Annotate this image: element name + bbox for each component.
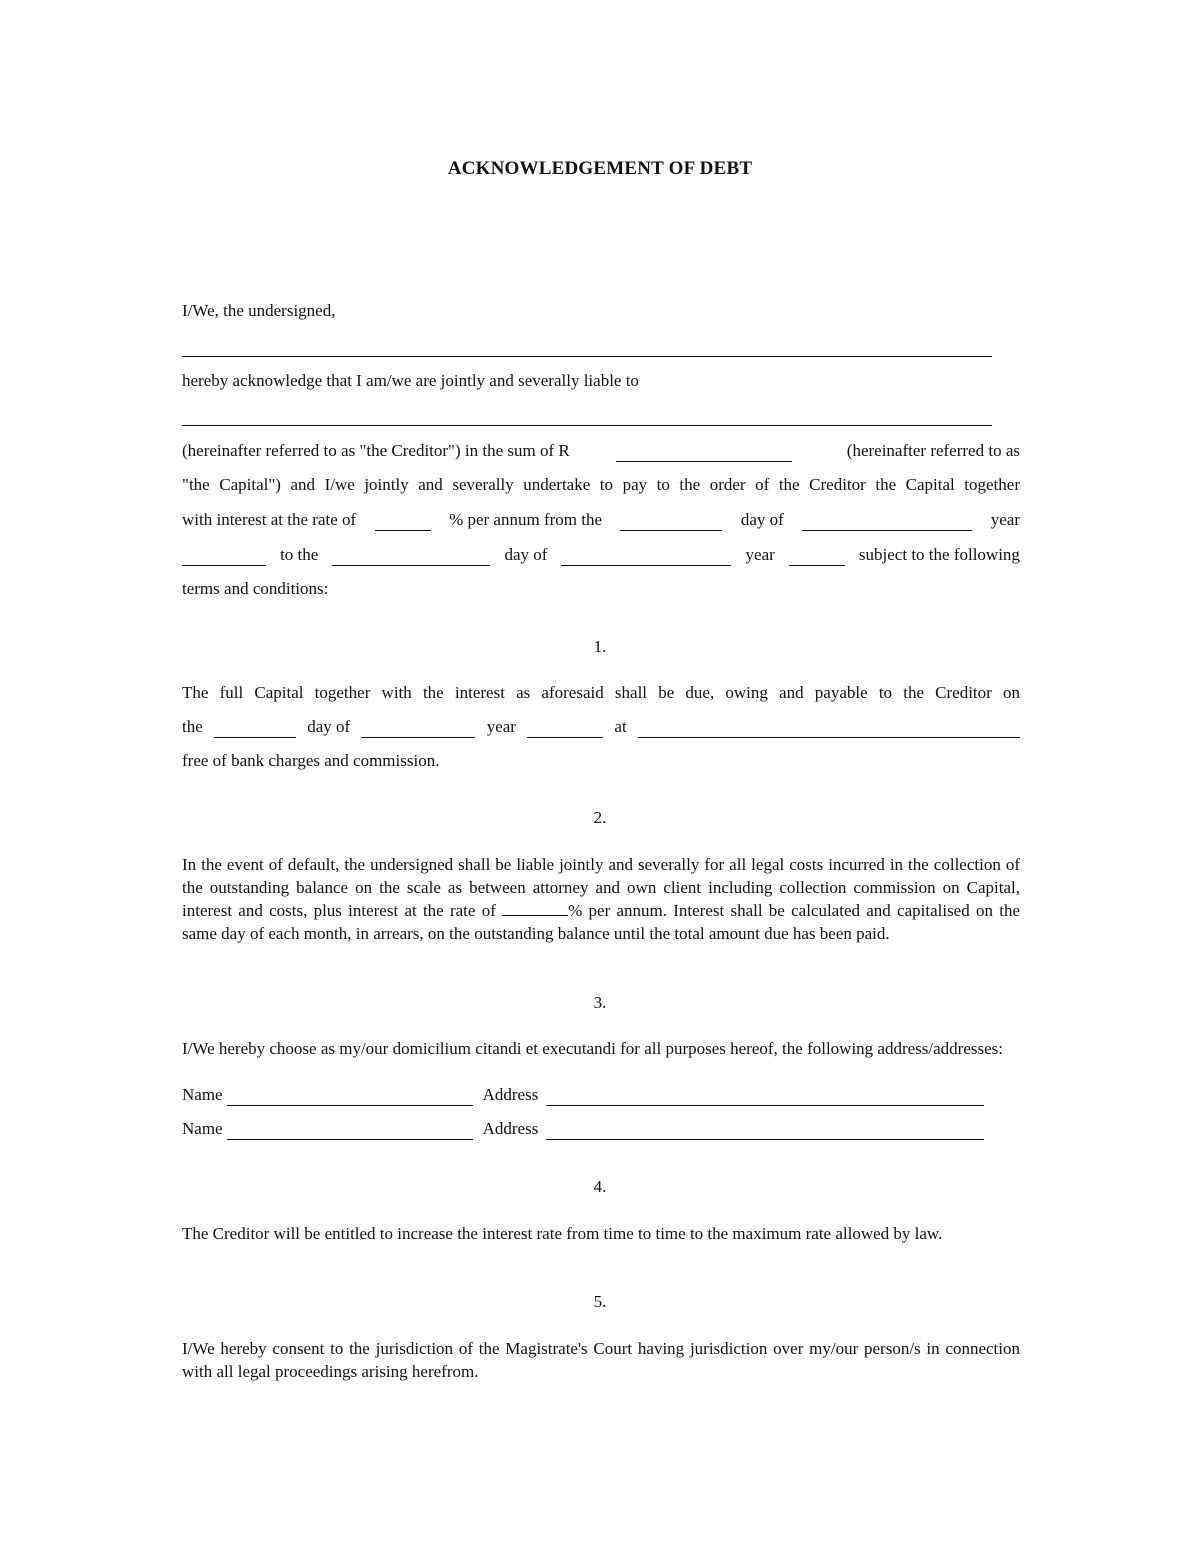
- from-year-label: year: [990, 510, 1020, 529]
- section-3-number: 3.: [593, 993, 607, 1012]
- section-2-text-b: % per annum. Interest shall be calculated and capitalised on the same day of each month, in arrears, on the outstanding balance until the total amount due has been paid.: [182, 901, 1020, 943]
- capital-line-1: [182, 438, 1020, 462]
- due-day-blank[interactable]: [214, 719, 296, 738]
- name-label-2: Name: [182, 1119, 223, 1138]
- undersigned-label: I/We, the undersigned,: [182, 301, 336, 320]
- creditor-name-line[interactable]: [182, 425, 992, 426]
- capital-line-2: "the Capital") and I/we jointly and severally undertake to pay to the order of the Creditor the Capital together: [182, 475, 1020, 494]
- capital-amount-blank[interactable]: [616, 443, 792, 462]
- section-2-text: [182, 853, 1020, 945]
- address-row-1: [182, 1084, 984, 1106]
- address-field-2[interactable]: [546, 1121, 984, 1140]
- section-4-number: 4.: [593, 1177, 607, 1196]
- name-label-1: Name: [182, 1085, 223, 1104]
- section-5-text: I/We hereby consent to the jurisdiction of the Magistrate's Court having jurisdiction over my/our person/s in connection with all legal proceedings arising herefrom.: [182, 1339, 1020, 1381]
- undersigned-name-line[interactable]: [182, 356, 992, 357]
- due-day-of-label: day of: [307, 717, 351, 736]
- capital-line-3: [182, 507, 1020, 531]
- due-at-label: at: [614, 717, 627, 736]
- default-interest-rate-blank[interactable]: [502, 899, 568, 916]
- due-the-label: the: [182, 717, 203, 736]
- section-2-text-a: In the event of default, the undersigned shall be liable jointly and severally for all legal costs incurred in the collection of the outstanding balance on the scale as between attorney and own client including collection commission on Capital, interest and costs, plus interest at the rate of: [182, 855, 1020, 920]
- interest-rate-label: with interest at the rate of: [182, 510, 357, 529]
- section-2-number: 2.: [593, 808, 607, 827]
- from-year-blank[interactable]: [182, 547, 266, 566]
- address-field-1[interactable]: [546, 1087, 984, 1106]
- address-label-1: Address: [482, 1085, 539, 1104]
- to-year-label: year: [745, 545, 775, 564]
- section-3-text: I/We hereby choose as my/our domicilium citandi et executandi for all purposes hereof, the following address/addresses:: [182, 1039, 1003, 1058]
- subject-to-label: subject to the following: [858, 545, 1020, 564]
- from-day-blank[interactable]: [620, 512, 722, 531]
- capital-line-1-tail: (hereinafter referred to as: [846, 441, 1020, 460]
- address-label-2: Address: [482, 1119, 539, 1138]
- section-5-number: 5.: [593, 1292, 607, 1311]
- capital-line-4: [182, 542, 1020, 566]
- section-1-line-2: [182, 714, 1020, 738]
- due-year-label: year: [486, 717, 516, 736]
- to-year-blank[interactable]: [789, 547, 845, 566]
- due-place-blank[interactable]: [638, 719, 1020, 738]
- to-month-blank[interactable]: [561, 547, 731, 566]
- name-field-2[interactable]: [227, 1121, 473, 1140]
- document-title: ACKNOWLEDGEMENT OF DEBT: [447, 158, 753, 179]
- from-month-blank[interactable]: [802, 512, 972, 531]
- acknowledge-text: hereby acknowledge that I am/we are jointly and severally liable to: [182, 371, 639, 390]
- section-4-text: The Creditor will be entitled to increase the interest rate from time to time to the maximum rate allowed by law.: [182, 1224, 943, 1243]
- to-the-label: to the: [280, 545, 319, 564]
- section-1-number: 1.: [593, 637, 607, 656]
- address-row-2: [182, 1118, 984, 1140]
- due-year-blank[interactable]: [527, 719, 603, 738]
- to-day-of-label: day of: [504, 545, 548, 564]
- to-day-blank[interactable]: [332, 547, 490, 566]
- name-field-1[interactable]: [227, 1087, 473, 1106]
- interest-rate-blank[interactable]: [375, 512, 431, 531]
- section-1-line-3: free of bank charges and commission.: [182, 751, 440, 770]
- per-annum-from-label: % per annum from the: [449, 510, 603, 529]
- terms-label: terms and conditions:: [182, 579, 329, 598]
- capital-line-1-text: (hereinafter referred to as "the Creditor") in the sum of R: [182, 441, 570, 460]
- section-1-line-1: The full Capital together with the interest as aforesaid shall be due, owing and payable to the Creditor on: [182, 683, 1020, 702]
- from-day-of-label: day of: [740, 510, 784, 529]
- due-month-blank[interactable]: [361, 719, 475, 738]
